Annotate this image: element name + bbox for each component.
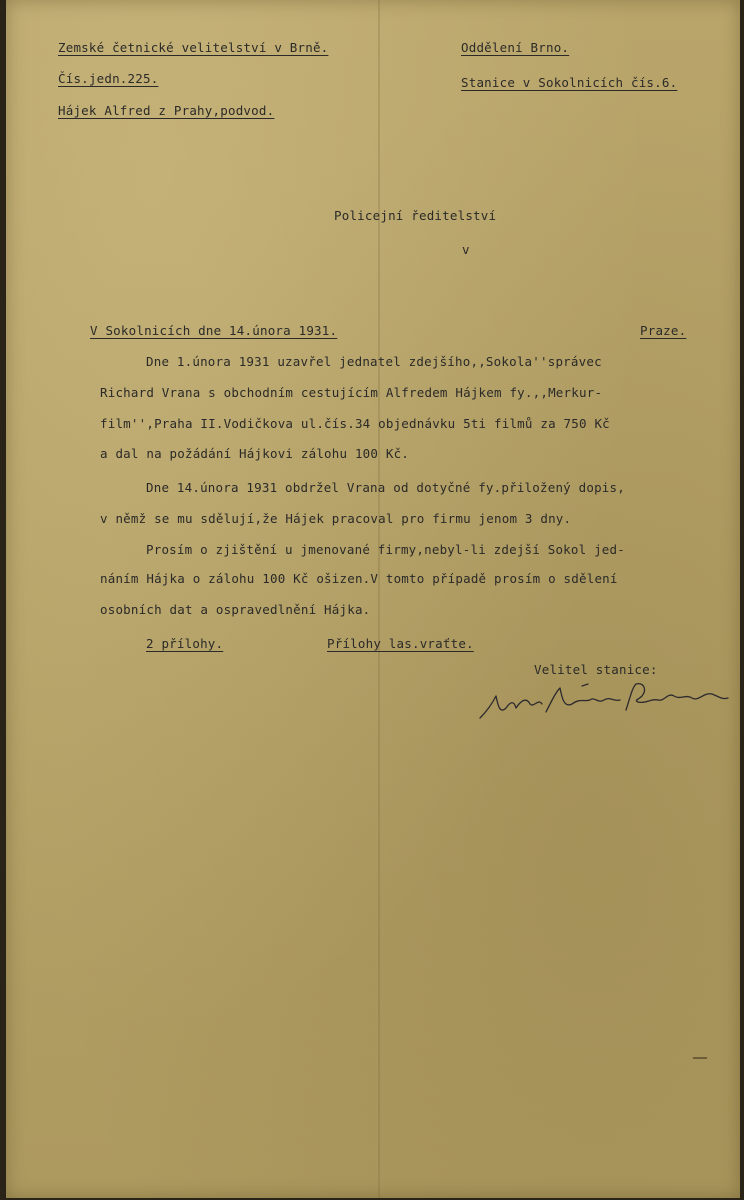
paper-fold bbox=[378, 0, 380, 1198]
header-department: Oddělení Brno. bbox=[461, 40, 570, 55]
header-station: Stanice v Sokolnicích čís.6. bbox=[461, 75, 678, 90]
body-line: Dne 14.února 1931 obdržel Vrana od dotyčné fy.přiložený dopis, bbox=[146, 480, 625, 495]
body-line: Richard Vrana s obchodním cestujícím Alfredem Hájkem fy.,,Merkur- bbox=[100, 385, 603, 400]
body-line: a dal na požádání Hájkovi zálohu 100 Kč. bbox=[100, 446, 410, 461]
body-line: Prosím o zjištění u jmenované firmy,nebyl-li zdejší Sokol jed- bbox=[146, 542, 625, 557]
header-office: Zemské četnické velitelství v Brně. bbox=[58, 40, 329, 55]
signature-label: Velitel stanice: bbox=[534, 662, 658, 677]
place-and-date: V Sokolnicích dne 14.února 1931. bbox=[90, 323, 338, 338]
handwritten-signature bbox=[476, 678, 738, 726]
addressee-city: Praze. bbox=[640, 323, 687, 338]
addressee-name: Policejní ředitelství bbox=[334, 208, 497, 223]
body-line: náním Hájka o zálohu 100 Kč ošizen.V tomto případě prosím o sdělení bbox=[100, 571, 618, 586]
body-line: v němž se mu sdělují,že Hájek pracoval pro firmu jenom 3 dny. bbox=[100, 511, 572, 526]
case-subject: Hájek Alfred z Prahy,podvod. bbox=[58, 103, 275, 118]
body-line: osobních dat a ospravedlnění Hájka. bbox=[100, 602, 371, 617]
document-page bbox=[6, 0, 740, 1198]
reference-number: Čís.jedn.225. bbox=[58, 71, 159, 86]
addressee-preposition: v bbox=[462, 242, 470, 257]
paper-mark bbox=[693, 1057, 707, 1059]
enclosures-note: Přílohy las.vraťte. bbox=[327, 636, 474, 651]
body-line: Dne 1.února 1931 uzavřel jednatel zdejšího,,Sokola''správec bbox=[146, 354, 602, 369]
body-line: film'',Praha II.Vodičkova ul.čís.34 objednávku 5ti filmů za 750 Kč bbox=[100, 416, 610, 431]
enclosures-count: 2 přílohy. bbox=[146, 636, 224, 651]
